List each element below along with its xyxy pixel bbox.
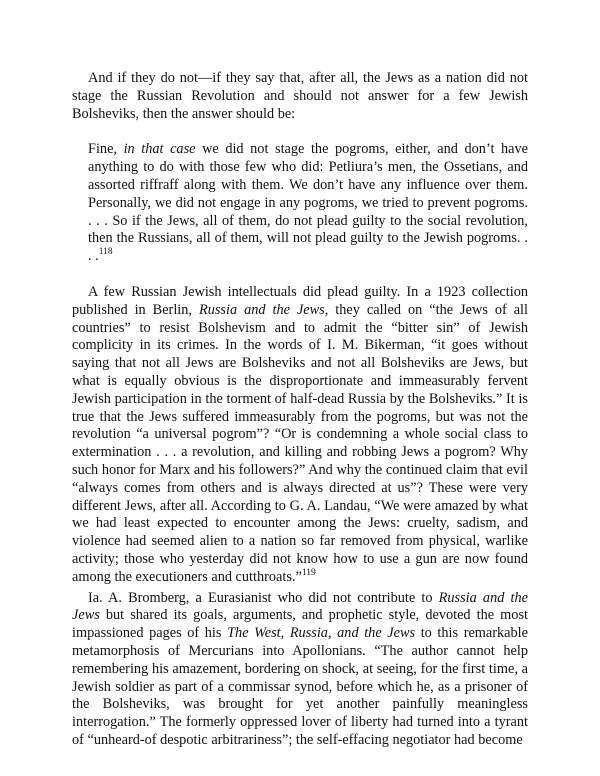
p3-text-start: Ia. A. Bromberg, a Eurasianist who did not contribute to: [88, 589, 439, 606]
block-quote: [88, 141, 528, 266]
p2-text-start: A few Russian Jewish intellectuals did plead guilty. In a 1923 collection published in Berlin,: [72, 283, 528, 318]
document-page: [72, 70, 528, 750]
p3-text-middle: but shared its goals, arguments, and prophetic style, devoted the most impassioned pages of his: [72, 607, 528, 642]
book-title-the-west-russia-and-the-jews: The West, Russia, and the Jews: [227, 625, 416, 642]
footnote-119[interactable]: 119: [301, 567, 316, 578]
p2-text-end: , they called on “the Jews of all countries” to resist Bolshevism and to admit the “bitter sin” of Jewish complicity in its crimes. In the words of I. M. Bikerman, “it goes without saying that not all Jews are Bolsheviks and not all Bolsheviks are Jews, but what is equally obvious is the disproportionate and immeasurably fervent Jewish participation in the torment of half-dead Russia by the Bolsheviks.” It is true that the Jews suffered immeasurably from the pogroms, but was not the revolution “a universal pogrom”? “Or is condemning a whole social class to extermination . . . a revolution, and killing and robbing Jews a pogrom? Why such honor for Marx and his followers?” And why the continued claim that evil “always comes from others and is always directed at us”? These were very different Jews, after all. According to G. A. Landau, “We were amazed by what we had least expected to encounter among the Jews: cruelty, sadism, and violence had seemed alien to a nation so far removed from physical, warlike activity; those who yesterday did not know how to use a gun are now found among the executioners and cutthroats.”: [72, 301, 528, 585]
footnote-118[interactable]: 118: [98, 247, 113, 258]
quote-italic: in that case: [123, 141, 196, 158]
book-title-russia-and-the-jews: Russia and the Jews: [198, 301, 325, 318]
p3-text-end: to this remarkable metamorphosis of Mercurians into Apollonians. “The author cannot help remembering his amazement, bordering on shock, at seeing, for the first time, a Jewish soldier as part of a commissar synod, before which he, as a prisoner of the Bolsheviks, was brought for yet another painfully meaningless interrogation.” The formerly oppressed lover of liberty had turned into a tyrant of “unheard-of despotic arbitrariness”; the self-effacing negotiator had become: [72, 625, 528, 748]
paragraph-bromberg: [72, 590, 528, 750]
quote-text-start: Fine,: [88, 141, 124, 158]
quote-text-end: we did not stage the pogroms, either, and don’t have anything to do with those few who did: Petliura’s men, the Ossetians, and assorted riffraff along with them. We don’t have any influence over them. Personally, we did not engage in any pogroms, we tried to prevent pogroms. . . . So if the Jews, all of them, do not plead guilty to the social revolution, then the Russians, all of them, will not plead guilty to the Jewish pogroms. . . .: [88, 141, 528, 265]
paragraph-russia-and-the-jews: [72, 284, 528, 587]
paragraph-intro: And if they do not—if they say that, after all, the Jews as a nation did not stage the Russian Revolution and should not answer for a few Jewish Bolsheviks, then the answer should be:: [72, 70, 528, 122]
book-title-russia-and-the-jews-2: Russia and the Jews: [72, 589, 528, 624]
